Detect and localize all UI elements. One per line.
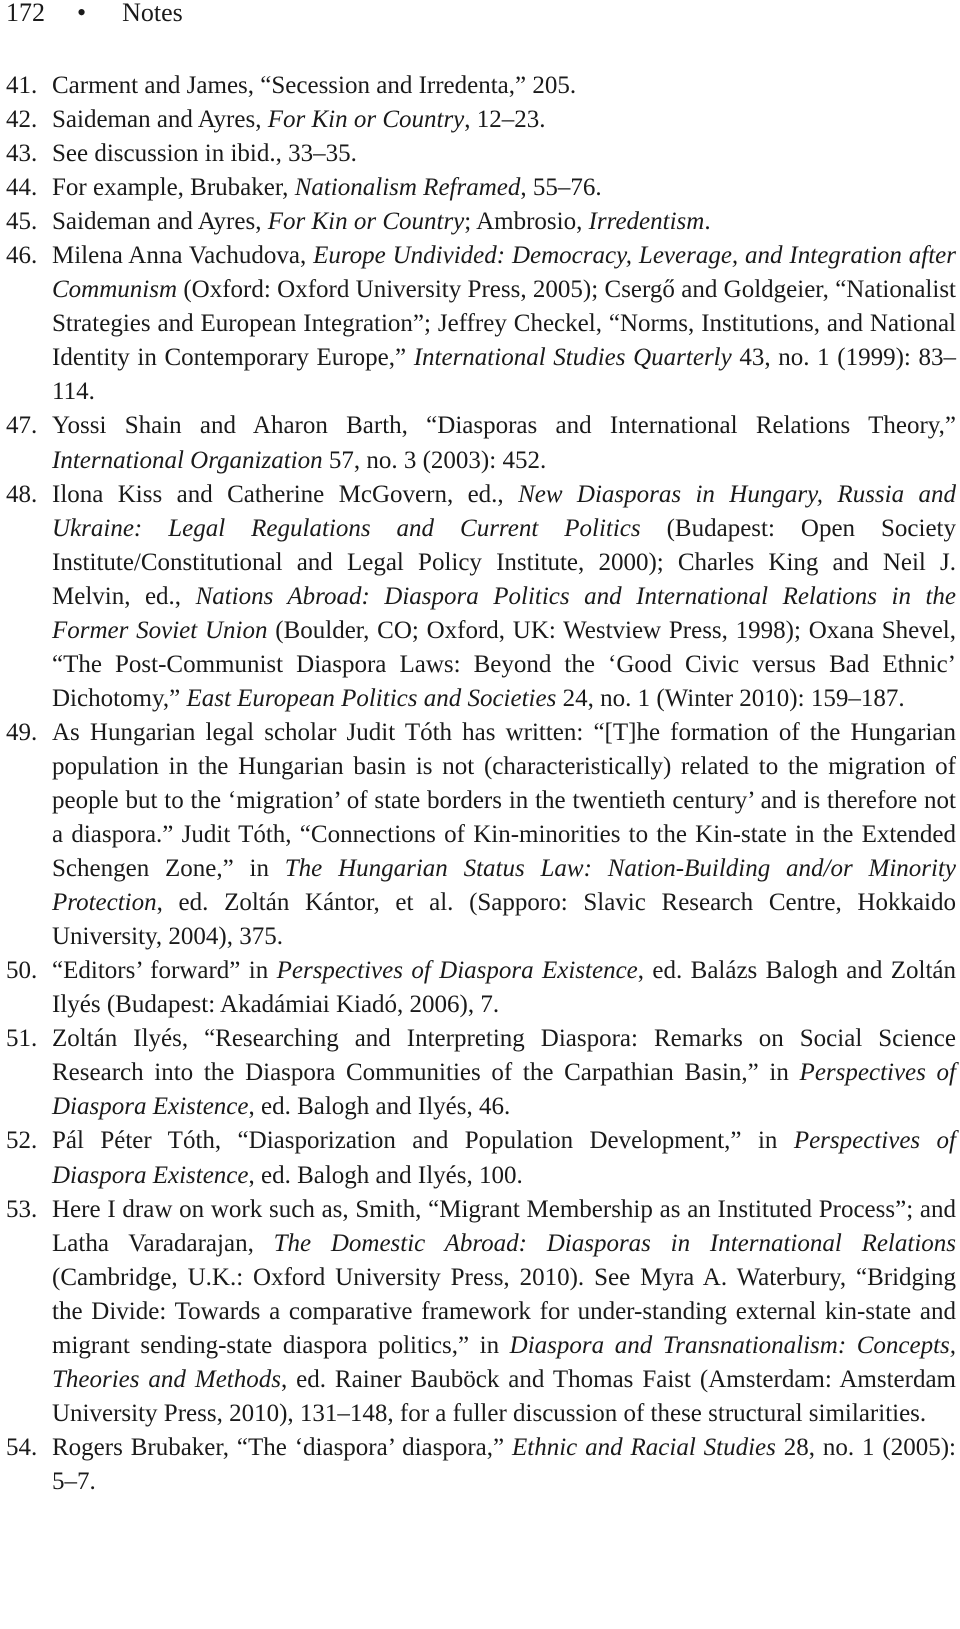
note-text-run: For example, Brubaker, <box>52 174 295 202</box>
note-text-run: Here I draw on work such as, Smith, “Migrant Membership as an Instituted Process”; and Latha Varadarajan, <box>52 1195 956 1257</box>
note-italic-title: International Organization <box>52 446 323 474</box>
note-text <box>52 103 956 137</box>
note-item <box>6 171 956 205</box>
note-italic-title: New Diasporas in Hungary, Russia and Ukraine: Legal Regulations and Current Politics <box>52 480 956 542</box>
note-italic-title: Ethnic and Racial Studies <box>511 1433 776 1461</box>
note-item <box>6 409 956 477</box>
note-text <box>52 137 956 171</box>
note-text-run: (Boulder, CO; Oxford, UK: Westview Press, 1998); Oxana Shevel, “The Post-Communist Diaspora Laws: Beyond the ‘Good Civic versus Bad Ethnic’ Dichotomy,” <box>52 616 957 712</box>
note-italic-title: East European Politics and Societies <box>186 684 557 712</box>
note-text <box>52 1022 956 1124</box>
note-text-run: Saideman and Ayres, <box>52 106 268 134</box>
note-text-run: Ilona Kiss and Catherine McGovern, ed., <box>52 480 519 508</box>
note-item <box>6 954 956 1022</box>
note-number: 49. <box>6 718 38 746</box>
note-text <box>52 954 956 1022</box>
note-text-run: , ed. Zoltán Kántor, et al. (Sapporo: Slavic Research Centre, Hokkaido University, 2004), 375. <box>52 889 956 951</box>
note-text-run: Milena Anna Vachudova, <box>52 242 314 270</box>
note-text-run: Saideman and Ayres, <box>52 208 268 236</box>
note-number: 43. <box>6 140 38 168</box>
note-italic-title: For Kin or Country <box>267 106 465 134</box>
note-item <box>6 1124 956 1192</box>
note-text-run: Pál Péter Tóth, “Diasporization and Population Development,” in <box>52 1127 794 1155</box>
note-text-run: (Cambridge, U.K.: Oxford University Press, 2010). See Myra A. Waterbury, “Bridging the Divide: Towards a comparative framework for under-standing external kin-state and migrant sending-state diaspora politics,” in <box>52 1263 956 1359</box>
note-text-run: , ed. Balogh and Ilyés, 46. <box>248 1093 511 1121</box>
note-text-run: ; Ambrosio, <box>464 208 589 236</box>
note-italic-title: Europe Undivided: Democracy, Leverage, and Integration after Communism <box>52 242 956 304</box>
note-text-run: See discussion in ibid., 33–35. <box>52 140 357 168</box>
note-number: 47. <box>6 412 38 440</box>
note-italic-title: Nationalism Reframed <box>294 174 521 202</box>
note-item <box>6 103 956 137</box>
notes-list <box>6 69 956 1499</box>
note-text-run: As Hungarian legal scholar Judit Tóth has written: “[T]he formation of the Hungarian population in the Hungarian basin is not (characteristically) related to the migration of people but to the ‘migration’ of state borders in the twentieth century’ and is therefore not a diaspora.” Judit Tóth, “Connections of Kin-minorities to the Kin-state in the Extended Schengen Zone,” in <box>52 718 956 883</box>
page-number: 172 <box>6 0 45 27</box>
note-italic-title: The Hungarian Status Law: Nation-Building and/or Minority Protection <box>52 855 956 917</box>
note-item <box>6 1022 956 1124</box>
note-text-run: 24, no. 1 (Winter 2010): 159–187. <box>556 684 905 712</box>
note-italic-title: Nations Abroad: Diaspora Politics and International Relations in the Former Soviet Union <box>52 582 956 644</box>
note-text <box>52 716 956 954</box>
note-item <box>6 69 956 103</box>
note-text-run: “Editors’ forward” in <box>52 957 277 985</box>
note-italic-title: For Kin or Country <box>267 208 465 236</box>
note-number: 45. <box>6 208 38 236</box>
note-text-run: 43, no. 1 (1999): 83–114. <box>52 344 957 406</box>
note-text-run: , 12–23. <box>464 106 546 134</box>
note-number: 50. <box>6 957 38 985</box>
note-text-run: , 55–76. <box>520 174 602 202</box>
note-text-run: Yossi Shain and Aharon Barth, “Diasporas and International Relations Theory,” <box>52 412 956 440</box>
section-title: Notes <box>122 0 183 27</box>
note-text <box>52 409 956 477</box>
note-number: 44. <box>6 174 38 202</box>
bullet-separator: • <box>77 0 87 27</box>
note-number: 54. <box>6 1433 38 1461</box>
note-italic-title: Diaspora and Transnationalism: Concepts, Theories and Methods <box>52 1331 957 1393</box>
note-text-run: . <box>704 208 711 236</box>
note-italic-title: Perspectives of Diaspora Existence <box>52 1059 956 1121</box>
note-text-run: Zoltán Ilyés, “Researching and Interpreting Diaspora: Remarks on Social Science Research into the Diaspora Communities of the Carpathian Basin,” in <box>52 1025 956 1087</box>
note-number: 53. <box>6 1195 38 1223</box>
note-number: 42. <box>6 106 38 134</box>
note-text-run: 28, no. 1 (2005): 5–7. <box>52 1433 956 1495</box>
note-text <box>52 478 956 716</box>
note-number: 51. <box>6 1025 38 1053</box>
note-text-run: (Budapest: Open Society Institute/Constitutional and Legal Policy Institute, 2000); Charles King and Neil J. Melvin, ed., <box>52 514 956 610</box>
note-number: 48. <box>6 480 38 508</box>
note-item <box>6 716 956 954</box>
note-text <box>52 205 956 239</box>
note-text <box>52 1431 956 1499</box>
note-text-run: Carment and James, “Secession and Irredenta,” 205. <box>52 72 577 99</box>
note-number: 46. <box>6 242 38 270</box>
note-item <box>6 1193 956 1431</box>
note-text-run: (Oxford: Oxford University Press, 2005); Csergő and Goldgeier, “Nationalist Strategies and European Integration”; Jeffrey Checkel, “Norms, Institutions, and National Identity in Contemporary Europe,” <box>52 276 956 372</box>
note-text <box>52 1193 956 1431</box>
note-item <box>6 239 956 409</box>
note-text <box>52 1124 956 1192</box>
note-text-run: , ed. Balogh and Ilyés, 100. <box>248 1161 523 1189</box>
note-number: 41. <box>6 72 38 99</box>
running-head <box>6 0 183 26</box>
note-text-run: Rogers Brubaker, “The ‘diaspora’ diaspora,” <box>52 1433 512 1461</box>
note-italic-title: Irredentism <box>588 208 705 236</box>
note-item <box>6 1431 956 1499</box>
note-text-run: 57, no. 3 (2003): 452. <box>322 446 547 474</box>
note-italic-title: International Studies Quarterly <box>413 344 732 372</box>
note-item <box>6 137 956 171</box>
note-text <box>52 239 956 409</box>
note-item <box>6 478 956 716</box>
note-number: 52. <box>6 1127 38 1155</box>
note-text-run: , ed. Rainer Bauböck and Thomas Faist (Amsterdam: Amsterdam University Press, 2010), 131–148, for a fuller discussion of these structural similarities. <box>52 1365 956 1427</box>
note-text-run: , ed. Balázs Balogh and Zoltán Ilyés (Budapest: Akadámiai Kiadó, 2006), 7. <box>52 957 957 1019</box>
note-italic-title: Perspectives of Diaspora Existence <box>52 1127 957 1189</box>
note-text <box>52 171 956 205</box>
note-text <box>52 69 956 103</box>
note-item <box>6 205 956 239</box>
note-italic-title: Perspectives of Diaspora Existence <box>276 957 638 985</box>
note-italic-title: The Domestic Abroad: Diasporas in International Relations <box>273 1229 956 1257</box>
